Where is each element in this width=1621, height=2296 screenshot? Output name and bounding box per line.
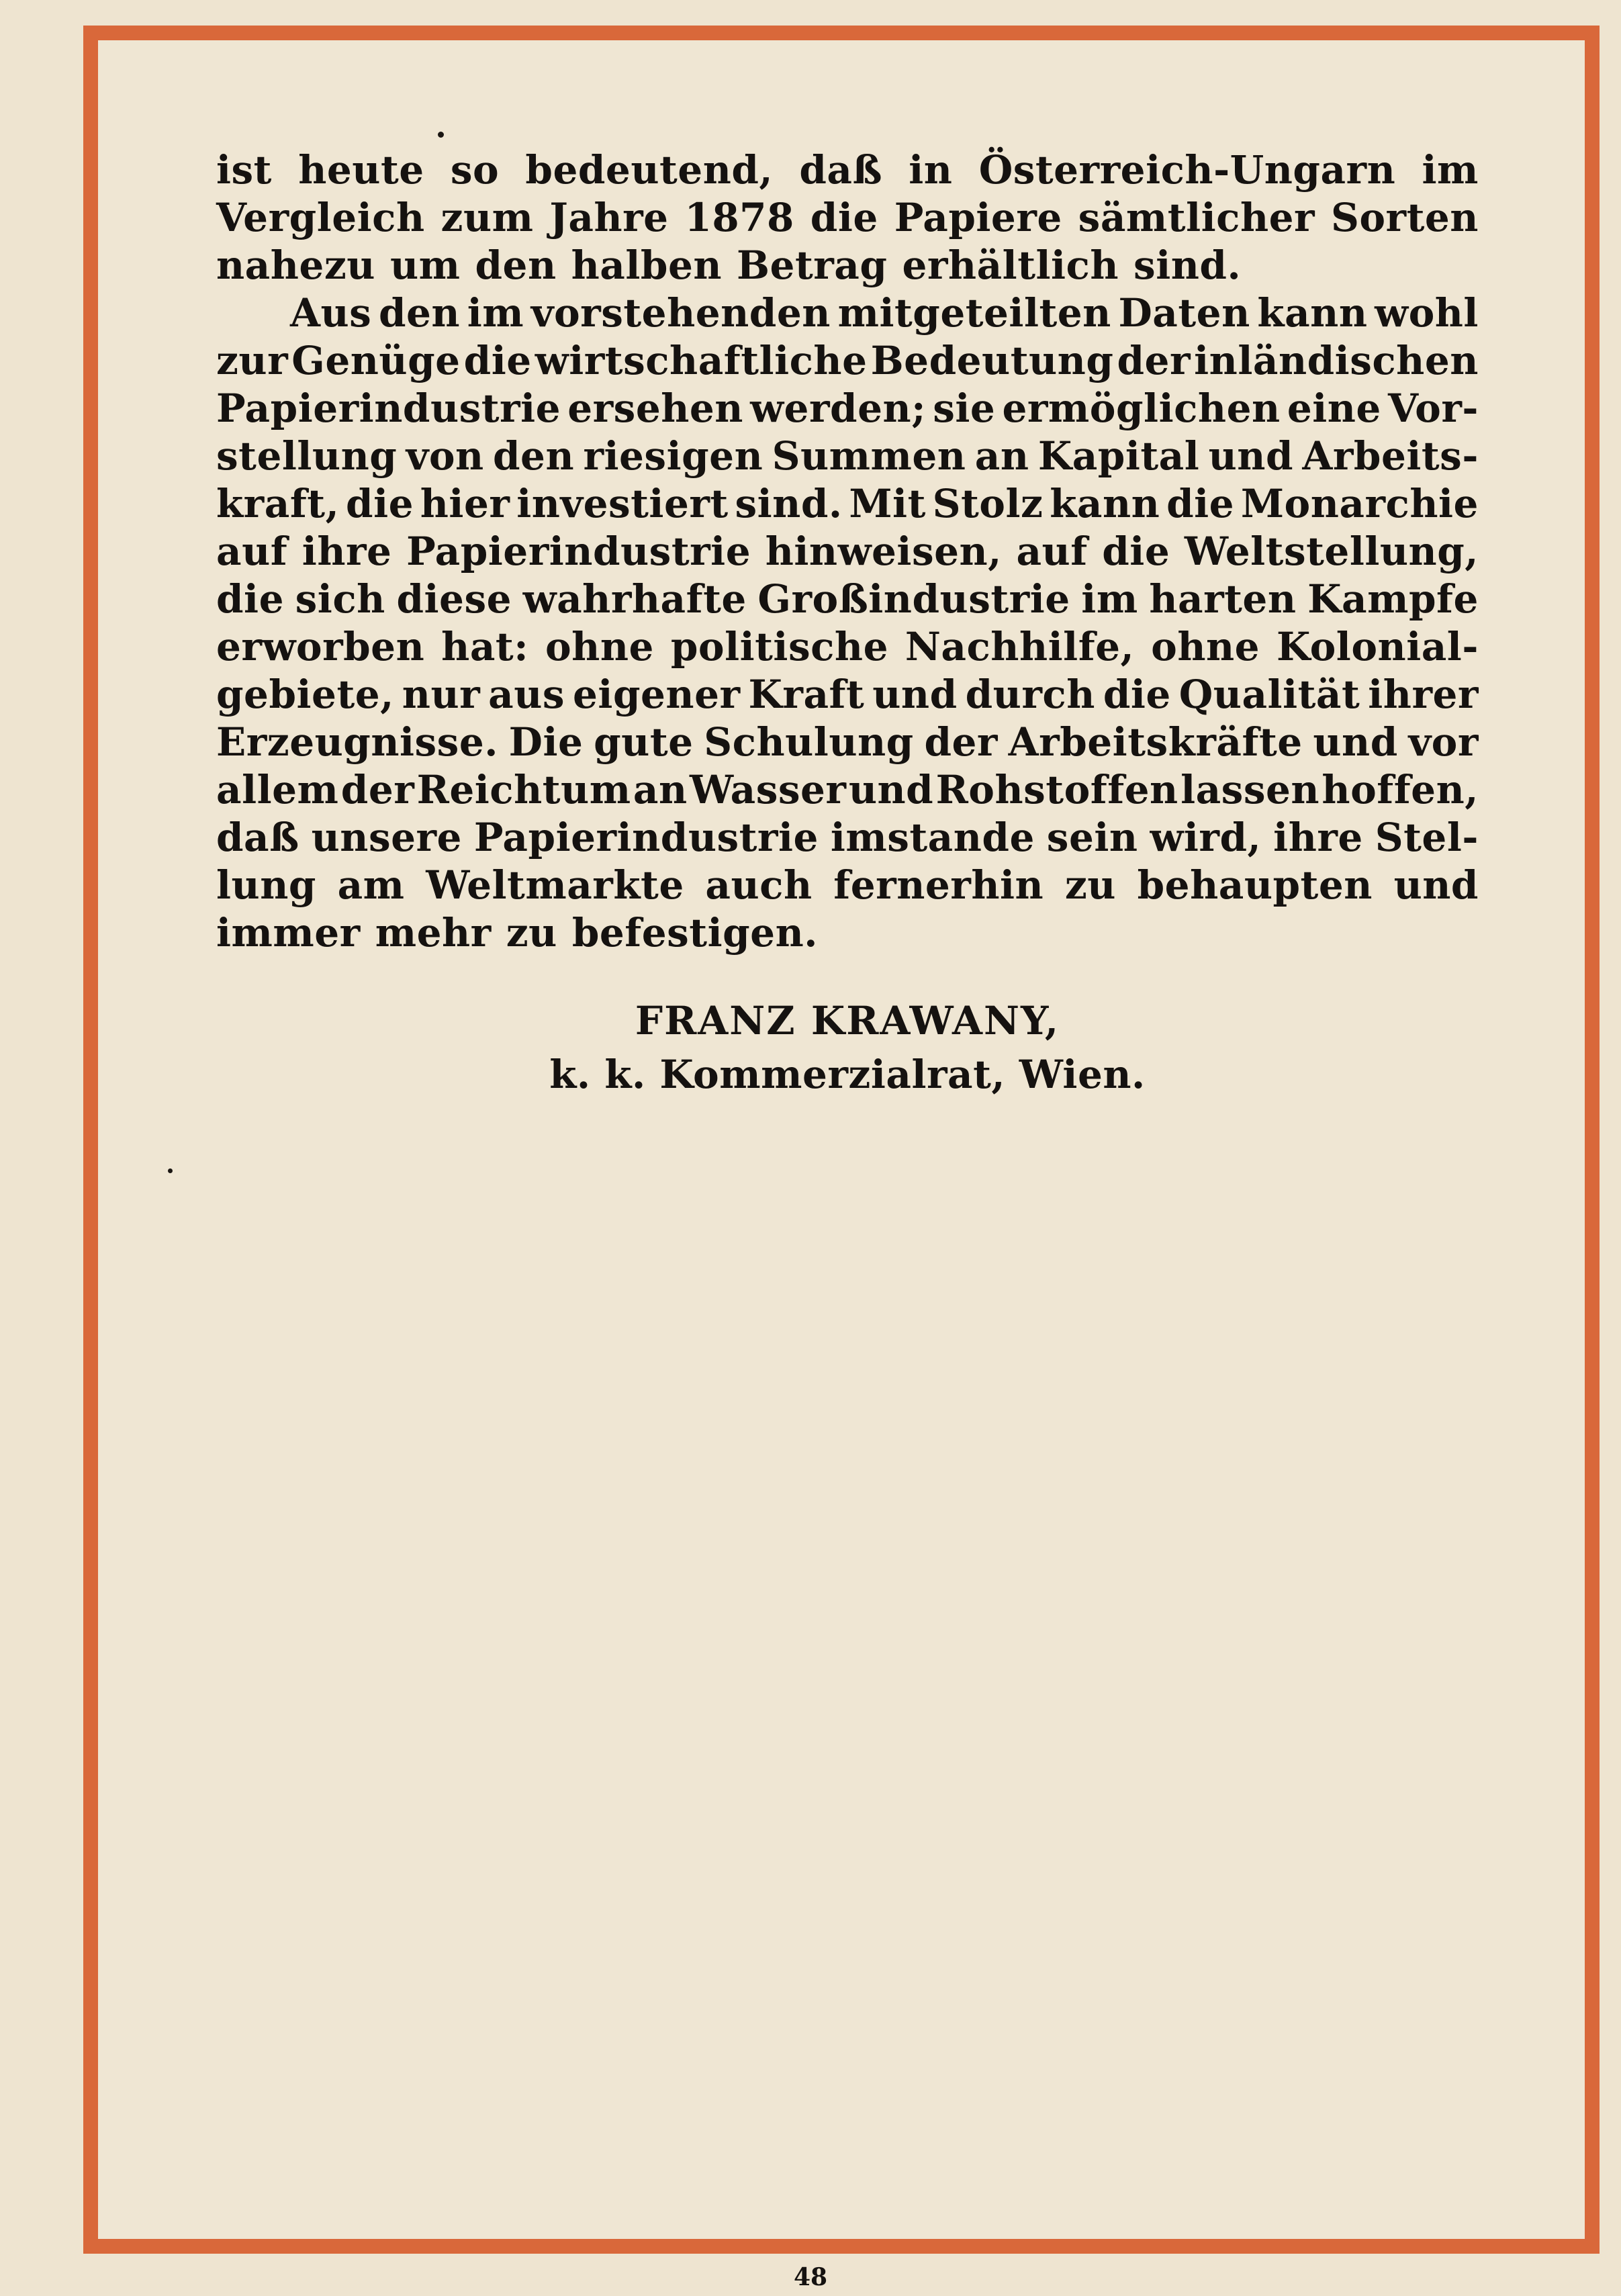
word: fernerhin [833, 862, 1044, 908]
word: unsere [311, 815, 462, 860]
word: daß [216, 815, 299, 860]
word: investiert [516, 481, 729, 526]
word: ersehen [567, 385, 743, 431]
word: Papiere [894, 195, 1062, 240]
word: Stolz [932, 481, 1044, 526]
word: im [1422, 147, 1479, 193]
word: die [346, 481, 414, 526]
word: ohne [1151, 624, 1260, 670]
word: werden; [750, 385, 927, 431]
word: Arbeits- [1302, 433, 1479, 479]
word: auf [216, 529, 288, 574]
word: Qualität [1178, 672, 1360, 717]
word: auf [1016, 529, 1088, 574]
text-line [216, 528, 1479, 576]
word: harten [1149, 576, 1297, 622]
word: Erzeugnisse. [216, 719, 498, 765]
word: zum [441, 195, 534, 240]
word: gute [594, 719, 694, 765]
word: vorstehenden [530, 290, 831, 336]
word: Weltstellung, [1184, 529, 1479, 574]
word: Wasser [690, 767, 847, 813]
word: sind. [1133, 242, 1242, 288]
word: Papierindustrie [473, 815, 819, 860]
word: Kolonial- [1276, 624, 1479, 670]
word: Kraft [748, 672, 865, 717]
word: Summen [772, 433, 966, 479]
word: und [872, 672, 958, 717]
word: und [1208, 433, 1294, 479]
word: halben [571, 242, 723, 288]
word: und [848, 767, 934, 813]
word: Bedeutung [870, 338, 1114, 383]
word: Schulung [704, 719, 914, 765]
word: den [493, 433, 575, 479]
word: Stel- [1375, 815, 1479, 860]
word: eigener [573, 672, 741, 717]
text-line [216, 146, 1479, 194]
word: den [475, 242, 557, 288]
text-line [216, 242, 1479, 289]
word: Vor- [1388, 385, 1479, 431]
word: Jahre [549, 195, 669, 240]
word: erworben [216, 624, 425, 670]
word: hier [420, 481, 510, 526]
text-line [216, 909, 1479, 957]
text-line [216, 814, 1479, 862]
text-line [216, 862, 1479, 909]
word: aus [488, 672, 565, 717]
word: heute [298, 147, 424, 193]
word: ohne [545, 624, 654, 670]
word: riesigen [583, 433, 763, 479]
word: der [924, 719, 998, 765]
text-line [216, 766, 1479, 814]
word: erhältlich [902, 242, 1119, 288]
word: 1878 [684, 195, 794, 240]
word: Großindustrie [757, 576, 1070, 622]
word: wirtschaftliche [535, 338, 868, 383]
ink-speck [438, 132, 444, 138]
word: hinweisen, [765, 529, 1002, 574]
word: ihrer [1368, 672, 1479, 717]
word: Vergleich [216, 195, 425, 240]
word: die [1103, 672, 1171, 717]
word: zur [216, 338, 289, 383]
word: stellung [216, 433, 398, 479]
word: nahezu [216, 242, 375, 288]
body-paragraphs [216, 146, 1479, 957]
word: ermöglichen [1002, 385, 1281, 431]
word: der [340, 767, 415, 813]
word: und [1393, 862, 1479, 908]
word: Papierindustrie [216, 385, 561, 431]
word: daß [799, 147, 883, 193]
word: mehr [375, 910, 492, 956]
word: hoffen, [1322, 767, 1479, 813]
word: Arbeitskräfte [1008, 719, 1303, 765]
word: Kapital [1037, 433, 1200, 479]
word: Daten [1118, 290, 1250, 336]
word: wahrhafte [522, 576, 747, 622]
text-line [216, 432, 1479, 480]
text-line [216, 719, 1479, 766]
word: lassen [1180, 767, 1320, 813]
text-line [216, 289, 1479, 337]
word: in [909, 147, 953, 193]
text-line [216, 194, 1479, 242]
word: sein [1046, 815, 1138, 860]
word: die [216, 576, 284, 622]
word: inländischen [1194, 338, 1479, 383]
word: vor [1408, 719, 1479, 765]
word: sie [933, 385, 996, 431]
word: ihre [302, 529, 392, 574]
word: bedeutend, [525, 147, 774, 193]
word: und [1313, 719, 1398, 765]
word: behaupten [1137, 862, 1373, 908]
word: imstande [830, 815, 1035, 860]
word: ist [216, 147, 272, 193]
word: an [633, 767, 688, 813]
word: von [406, 433, 484, 479]
word: die [1166, 481, 1235, 526]
word: Kampfe [1307, 576, 1479, 622]
word: auch [705, 862, 813, 908]
word: lung [216, 862, 316, 908]
word: so [450, 147, 500, 193]
word: Monarchie [1240, 481, 1479, 526]
word: ihre [1273, 815, 1363, 860]
word: der [1117, 338, 1191, 383]
word: an [974, 433, 1029, 479]
text-line [216, 671, 1479, 719]
page-number: 48 [793, 2263, 828, 2291]
word: kann [1050, 481, 1160, 526]
word: befestigen. [571, 910, 818, 956]
word: wird, [1150, 815, 1262, 860]
word: sind. [735, 481, 843, 526]
ink-speck [168, 1168, 173, 1173]
signature-name: FRANZ KRAWANY, [635, 998, 1060, 1044]
word: Sorten [1330, 195, 1479, 240]
word: den [378, 290, 461, 336]
word: gebiete, [216, 672, 394, 717]
word: Genüge [291, 338, 461, 383]
word: sich [295, 576, 385, 622]
word: die [810, 195, 878, 240]
word: Weltmarkte [426, 862, 684, 908]
word: immer [216, 910, 361, 956]
word: Mit [849, 481, 926, 526]
text-line [216, 385, 1479, 432]
word: Die [508, 719, 584, 765]
word: Aus [290, 290, 372, 336]
word: nur [402, 672, 481, 717]
word: Betrag [737, 242, 888, 288]
word: durch [965, 672, 1095, 717]
word: hat: [441, 624, 529, 670]
word: zu [506, 910, 557, 956]
word: kraft, [216, 481, 340, 526]
word: wohl [1375, 290, 1479, 336]
word: die [463, 338, 532, 383]
text-line [216, 337, 1479, 385]
word: Rohstoffen [935, 767, 1178, 813]
word: diese [396, 576, 512, 622]
word: im [467, 290, 524, 336]
word: sämtlicher [1078, 195, 1315, 240]
word: Papierindustrie [406, 529, 751, 574]
word: mitgeteilten [837, 290, 1111, 336]
word: allem [216, 767, 339, 813]
signature-title: k. k. Kommerzialrat, Wien. [549, 1052, 1146, 1097]
word: eine [1287, 385, 1381, 431]
text-line [216, 623, 1479, 671]
text-line [216, 576, 1479, 623]
word: am [337, 862, 405, 908]
word: kann [1257, 290, 1368, 336]
word: Österreich-Ungarn [978, 147, 1396, 193]
text-line [216, 480, 1479, 528]
word: Reichtum [416, 767, 631, 813]
word: zu [1064, 862, 1116, 908]
word: im [1081, 576, 1138, 622]
word: Nachhilfe, [905, 624, 1135, 670]
word: die [1102, 529, 1170, 574]
word: um [389, 242, 461, 288]
word: politische [670, 624, 888, 670]
